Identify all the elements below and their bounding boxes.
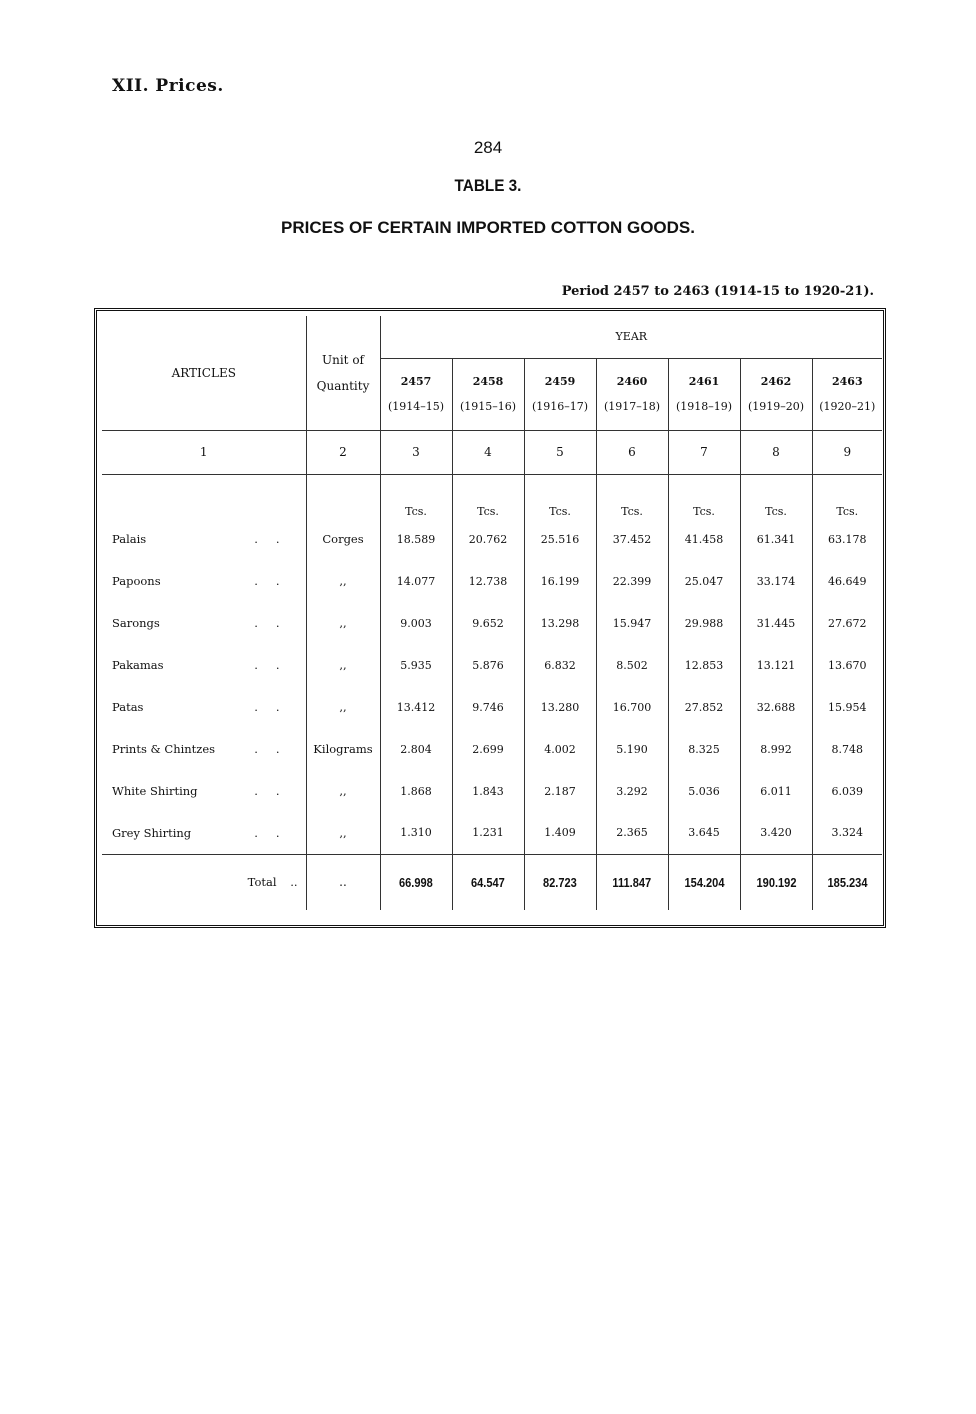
price-cell: 6.011 — [740, 770, 812, 812]
article-cell — [102, 518, 306, 560]
table-row — [102, 686, 882, 728]
leader-dots: .. — [254, 742, 298, 756]
price-cell: 16.700 — [596, 686, 668, 728]
currency-label: Tcs. — [740, 474, 812, 518]
table-row — [102, 560, 882, 602]
year-range: (1919–20) — [747, 400, 805, 413]
article-cell — [102, 770, 306, 812]
total-label: Total — [247, 875, 277, 890]
price-cell: 8.748 — [812, 728, 882, 770]
price-cell: 12.738 — [452, 560, 524, 602]
year-col-4 — [596, 358, 668, 430]
header-articles: ARTICLES — [102, 316, 306, 430]
year-range: (1915–16) — [459, 400, 517, 413]
year-col-2 — [452, 358, 524, 430]
price-cell: 6.832 — [524, 644, 596, 686]
currency-label: Tcs. — [596, 474, 668, 518]
article-name: Patas — [112, 700, 144, 714]
price-cell: 16.199 — [524, 560, 596, 602]
price-cell: 5.190 — [596, 728, 668, 770]
price-cell: 9.746 — [452, 686, 524, 728]
price-cell: 41.458 — [668, 518, 740, 560]
price-cell: 6.039 — [812, 770, 882, 812]
table-row — [102, 644, 882, 686]
total-value: 190.192 — [756, 874, 796, 890]
price-cell: 1.310 — [380, 812, 452, 854]
year-col-5 — [668, 358, 740, 430]
total-value: 185.234 — [827, 874, 868, 890]
unit-cell: ,, — [306, 602, 380, 644]
article-cell — [102, 686, 306, 728]
data-rows — [102, 518, 882, 854]
article-cell — [102, 602, 306, 644]
leader-dots: .. — [254, 825, 298, 840]
total-value: 111.847 — [612, 874, 652, 890]
year-range: (1920–21) — [819, 400, 876, 413]
price-cell: 2.365 — [596, 812, 668, 854]
price-cell: 8.502 — [596, 644, 668, 686]
unit-cell: Corges — [306, 518, 380, 560]
price-cell: 8.992 — [740, 728, 812, 770]
table-row — [102, 602, 882, 644]
table-number: TABLE 3. — [454, 176, 522, 195]
header-unit — [306, 316, 380, 430]
year-range: (1917–18) — [603, 400, 661, 413]
price-cell: 1.409 — [524, 812, 596, 854]
price-cell: 14.077 — [380, 560, 452, 602]
year-range: (1914–15) — [387, 400, 445, 413]
leader-dots: .. — [254, 658, 298, 672]
col-number: 7 — [668, 430, 740, 474]
currency-row — [102, 474, 882, 518]
total-leader: .. — [290, 875, 298, 890]
price-cell: 20.762 — [452, 518, 524, 560]
price-cell: 61.341 — [740, 518, 812, 560]
year-label: 2463 — [831, 375, 863, 388]
price-cell: 27.852 — [668, 686, 740, 728]
price-cell: 15.954 — [812, 686, 882, 728]
article-name: Grey Shirting — [112, 825, 192, 840]
total-value: 154.204 — [684, 874, 724, 890]
currency-label: Tcs. — [524, 474, 596, 518]
article-cell — [102, 560, 306, 602]
price-cell: 13.670 — [812, 644, 882, 686]
currency-label: Tcs. — [668, 474, 740, 518]
total-value: 82.723 — [543, 874, 577, 890]
page-number: 284 — [473, 138, 503, 157]
price-cell: 31.445 — [740, 602, 812, 644]
year-col-1 — [380, 358, 452, 430]
year-label: 2458 — [472, 375, 504, 388]
article-name: White Shirting — [112, 784, 198, 798]
column-number-row — [102, 430, 882, 474]
total-value: 66.998 — [399, 874, 433, 890]
year-label: 2460 — [616, 375, 648, 388]
year-label: 2462 — [760, 375, 792, 388]
col-number: 2 — [306, 430, 380, 474]
unit-cell: ,, — [306, 644, 380, 686]
price-cell: 33.174 — [740, 560, 812, 602]
total-label-cell — [102, 854, 306, 910]
article-name: Prints & Chintzes — [112, 742, 216, 756]
leader-dots: .. — [254, 574, 298, 588]
price-cell: 5.036 — [668, 770, 740, 812]
leader-dots: .. — [254, 532, 298, 546]
price-cell: 4.002 — [524, 728, 596, 770]
year-label: 2457 — [400, 375, 432, 388]
price-cell: 9.003 — [380, 602, 452, 644]
price-cell: 13.280 — [524, 686, 596, 728]
col-number: 4 — [452, 430, 524, 474]
currency-label: Tcs. — [452, 474, 524, 518]
price-cell: 13.121 — [740, 644, 812, 686]
year-col-7 — [812, 358, 882, 430]
unit-cell: ,, — [306, 770, 380, 812]
unit-cell: Kilograms — [306, 728, 380, 770]
price-cell: 25.047 — [668, 560, 740, 602]
price-cell: 9.652 — [452, 602, 524, 644]
leader-dots: .. — [254, 700, 298, 714]
col-number: 1 — [102, 430, 306, 474]
col-number: 5 — [524, 430, 596, 474]
article-cell — [102, 812, 306, 854]
year-range: (1918–19) — [675, 400, 733, 413]
price-cell: 2.187 — [524, 770, 596, 812]
currency-label: Tcs. — [812, 474, 882, 518]
price-cell: 27.672 — [812, 602, 882, 644]
col-number: 9 — [812, 430, 882, 474]
price-cell: 5.876 — [452, 644, 524, 686]
table-row — [102, 728, 882, 770]
col-number: 8 — [740, 430, 812, 474]
article-name: Pakamas — [112, 658, 164, 672]
price-cell: 5.935 — [380, 644, 452, 686]
price-cell: 3.324 — [812, 812, 882, 854]
table-row — [102, 812, 882, 854]
price-cell: 46.649 — [812, 560, 882, 602]
leader-dots: .. — [254, 616, 298, 630]
price-cell: 22.399 — [596, 560, 668, 602]
article-name: Sarongs — [112, 616, 160, 630]
price-cell: 15.947 — [596, 602, 668, 644]
year-range: (1916–17) — [531, 400, 589, 413]
unit-cell: ,, — [306, 686, 380, 728]
price-cell: 18.589 — [380, 518, 452, 560]
price-cell: 8.325 — [668, 728, 740, 770]
unit-cell: ,, — [306, 812, 380, 854]
price-cell: 25.516 — [524, 518, 596, 560]
article-cell — [102, 728, 306, 770]
currency-label: Tcs. — [380, 474, 452, 518]
price-cell: 13.298 — [524, 602, 596, 644]
price-cell: 63.178 — [812, 518, 882, 560]
price-cell: 12.853 — [668, 644, 740, 686]
total-value: 64.547 — [471, 874, 505, 890]
total-unit: .. — [306, 854, 380, 910]
col-number: 3 — [380, 430, 452, 474]
price-cell: 3.292 — [596, 770, 668, 812]
price-cell: 3.645 — [668, 812, 740, 854]
prices-table — [102, 316, 882, 910]
price-cell: 32.688 — [740, 686, 812, 728]
price-cell: 2.699 — [452, 728, 524, 770]
total-row — [102, 854, 882, 910]
unit-cell: ,, — [306, 560, 380, 602]
price-cell: 1.868 — [380, 770, 452, 812]
year-col-3 — [524, 358, 596, 430]
col-number: 6 — [596, 430, 668, 474]
price-cell: 1.231 — [452, 812, 524, 854]
section-heading: XII. Prices. — [112, 76, 224, 96]
year-label: 2461 — [688, 375, 720, 388]
period-note: Period 2457 to 2463 (1914-15 to 1920-21). — [561, 284, 874, 299]
price-cell: 13.412 — [380, 686, 452, 728]
price-cell: 37.452 — [596, 518, 668, 560]
header-unit-label: Unit of Quantity — [316, 352, 370, 393]
year-label: 2459 — [544, 375, 576, 388]
article-cell — [102, 644, 306, 686]
year-col-6 — [740, 358, 812, 430]
table-title: PRICES OF CERTAIN IMPORTED COTTON GOODS. — [280, 218, 695, 237]
price-cell: 1.843 — [452, 770, 524, 812]
price-cell: 29.988 — [668, 602, 740, 644]
table-row — [102, 770, 882, 812]
header-year: YEAR — [380, 316, 882, 358]
article-name: Papoons — [112, 574, 161, 588]
price-cell: 3.420 — [740, 812, 812, 854]
table-row — [102, 518, 882, 560]
article-name: Palais — [112, 532, 147, 546]
leader-dots: .. — [254, 784, 298, 798]
price-cell: 2.804 — [380, 728, 452, 770]
